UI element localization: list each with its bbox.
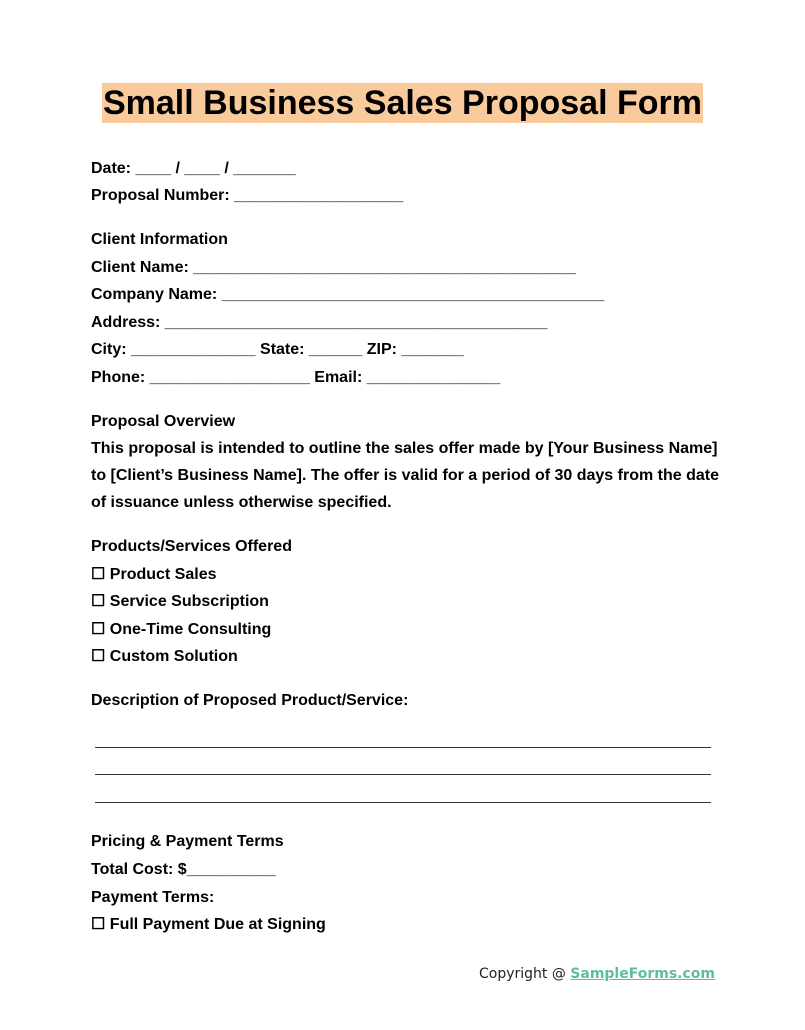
checkbox-product-sales: ☐ Product Sales [91,566,217,583]
total-cost-field: Total Cost: $__________ [91,861,276,878]
description-line-1 [95,747,711,748]
client-name-field: Client Name: ___________________________________________ [91,259,576,276]
checkbox-one-time-consulting: ☐ One-Time Consulting [91,621,272,638]
page-title: Small Business Sales Proposal Form [102,84,702,122]
date-field: Date: ____ / ____ / _______ [91,160,296,177]
client-information-heading: Client Information [91,231,228,248]
proposal-overview-text: This proposal is intended to outline the sales offer made by [Your Business Name] to [Client’s Business Name]. The offer is valid for a period of 30 days from the date of issuance unless otherwise specified. [91,440,719,511]
proposal-overview-heading: Proposal Overview [91,413,236,430]
checkbox-service-subscription: ☐ Service Subscription [91,593,269,610]
description-line-3 [95,802,711,803]
pricing-heading: Pricing & Payment Terms [91,833,284,850]
sampleforms-link[interactable]: SampleForms.com [570,966,715,982]
address-field: Address: ___________________________________________ [91,314,548,331]
copyright-text: Copyright @ [478,966,571,982]
payment-terms-label: Payment Terms: [91,889,215,906]
description-heading: Description of Proposed Product/Service: [91,692,409,709]
checkbox-custom-solution: ☐ Custom Solution [91,648,238,665]
company-name-field: Company Name: ___________________________________________ [91,286,605,303]
products-services-heading: Products/Services Offered [91,538,292,555]
title-container [0,83,805,123]
checkbox-full-payment: ☐ Full Payment Due at Signing [91,916,326,933]
copyright-footer [479,964,715,984]
city-state-zip-field: City: ______________ State: ______ ZIP: _______ [91,341,464,358]
description-line-2 [95,774,711,775]
phone-email-field: Phone: __________________ Email: _______________ [91,369,501,386]
proposal-number-field: Proposal Number: ___________________ [91,187,404,204]
